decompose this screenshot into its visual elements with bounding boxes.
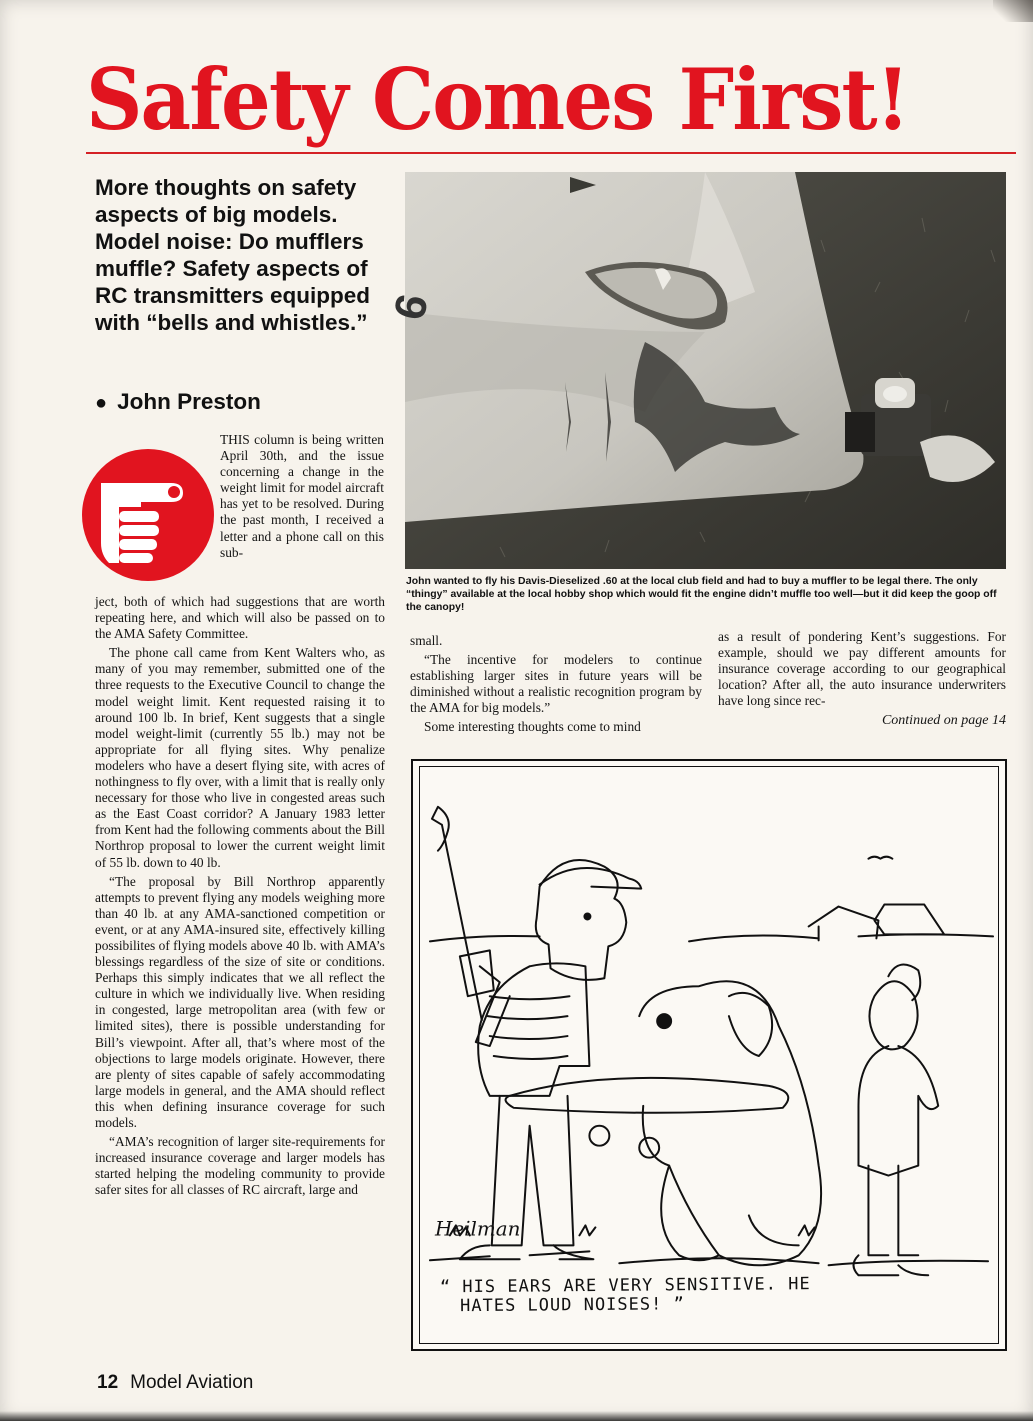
model-airplane-photo — [384, 172, 1006, 569]
paragraph: “AMA’s recognition of larger site-requirements for increased insurance coverage and larger models has started helping the modeling community to provide safer sites for all classes of RC aircraft, large and — [95, 1134, 385, 1198]
cartoon-illustration — [419, 766, 999, 1344]
photo-caption: John wanted to fly his Davis-Dieselized .60 at the local club field and had to buy a muffler to be legal there. The only “thingy” available at the local hobby shop which would fit the engine didn’t muffle too well—but it did keep the goop off the canopy! — [406, 576, 997, 614]
right-column — [718, 629, 1006, 730]
paragraph: The phone call came from Kent Walters who, as many of you may remember, submitted one of the three requests to the Executive Council to change the model weight limit. Kent requested raising it to around 100 lb. In brief, Kent suggests that a single model weight-limit (currently 55 lb.) may not be appropriate for all flying sites. Why penalize modelers who have a desert flying site, with acres of nothingness to fly over, with a limit that is really only necessary for those who live in congested areas such as the East Coast corridor? A January 1983 letter from Kent had the following comments about the Bill Northrop proposal to lower the current weight limit of 55 lb. down to 40 lb. — [95, 645, 385, 870]
paragraph: as a result of pondering Kent’s suggestions. For example, should we pay different amounts for insurance coverage according to our geographical location? After all, the auto insurance underwriters have long since rec- — [718, 629, 1006, 709]
page-number: 12 — [97, 1372, 119, 1393]
left-column — [95, 594, 385, 1201]
article-deck: More thoughts on safety aspects of big models. Model noise: Do mufflers muffle? Safety aspects of RC transmitters equipped with “bells and whistles.” — [95, 175, 371, 335]
continued-link: Continued on page 14 — [881, 713, 1006, 729]
photo-number: 6 — [384, 289, 438, 325]
headline-rule — [86, 152, 1016, 154]
page-folio — [97, 1372, 253, 1394]
paragraph: small. — [410, 633, 443, 648]
paragraph: ject, both of which had suggestions that are worth repeating here, and which will also be passed on to the AMA Safety Committee. — [95, 594, 385, 642]
author-name: John Preston — [117, 389, 261, 414]
byline — [95, 388, 385, 417]
page-bottom-shadow — [0, 1411, 1033, 1421]
cartoon-caption-line: HATES LOUD NOISES! ” — [460, 1294, 685, 1317]
paragraph: “The proposal by Bill Northrop apparently attempts to prevent flying any models weighing more than 40 lb. at any AMA-sanctioned competition or event, or at any AMA-insured site, effectively killing possibilites of flying models above 40 lb. with AMA’s blessings regardless of the size of site or conditions. Perhaps this simply indicates that we all reflect the culture in which we individually live. When residing in congested, large metropolitan area (with few or limited sites), there is possible understanding for Bill’s viewpoint. After all, that’s where most of the objections to large models originate. However, there are plenty of sites capable of safely accommodating large models in general, and the AMA should reflect this when defining insurance coverage for such models. — [95, 873, 385, 1130]
safety-hand-logo-icon — [79, 445, 217, 585]
paragraph: “The incentive for modelers to continue establishing larger sites in future years will be diminished without a realistic recognition program by the AMA for big models.” — [410, 652, 702, 716]
cartoonist-signature: Heilman — [434, 1217, 521, 1241]
cartoon-caption — [440, 1274, 980, 1317]
intro-paragraph: THIS column is being written April 30th, and the issue concerning a change in the weight limit for model aircraft has yet to be resolved. During the past month, I received a letter and a phone call on this sub- — [220, 432, 384, 560]
middle-column — [410, 633, 702, 739]
page-corner-shadow — [993, 0, 1033, 22]
cartoon-caption-line: “ HIS EARS ARE VERY SENSITIVE. HE — [439, 1274, 811, 1298]
byline-bullet: ● — [95, 392, 108, 414]
headline: Safety Comes First! — [86, 50, 909, 149]
magazine-name: Model Aviation — [130, 1372, 254, 1393]
paragraph: Some interesting thoughts come to mind — [424, 719, 641, 735]
